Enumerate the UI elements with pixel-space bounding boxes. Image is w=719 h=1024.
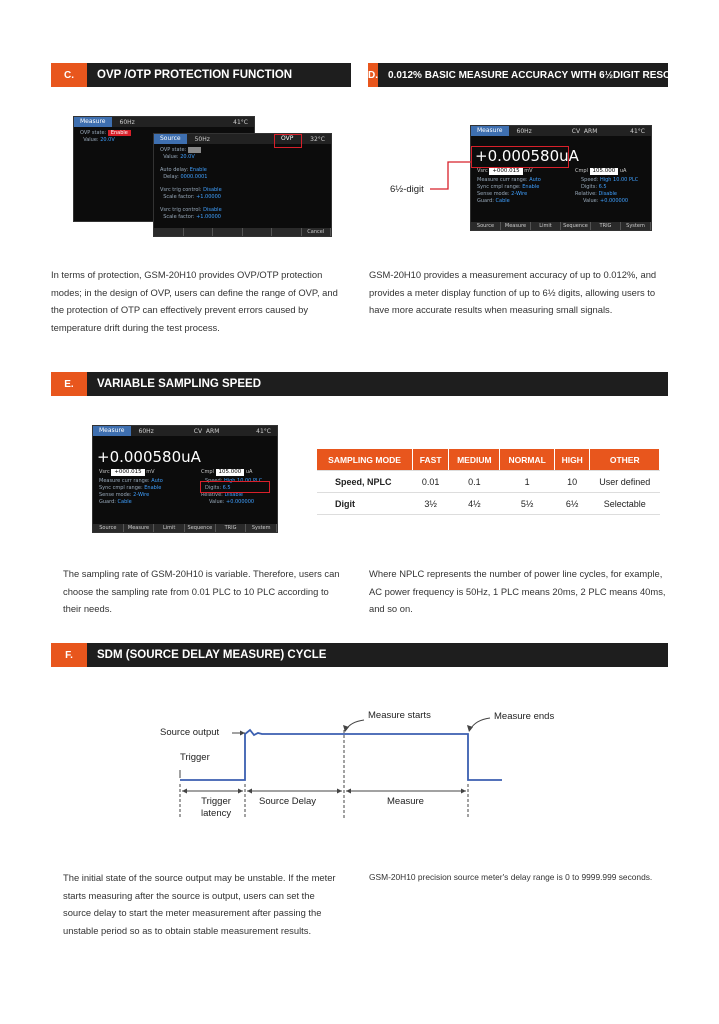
scale-label: Scale factor: [163, 194, 195, 200]
vsrc-trig-label: Vsrc trig control: [160, 187, 202, 193]
section-c-header [51, 63, 351, 87]
table-cell: User defined [590, 471, 660, 493]
plc-value: 10.00 PLC [237, 478, 263, 484]
softkey: Measure [124, 524, 155, 532]
softkey: Limit [154, 524, 185, 532]
digits-label: Digits: [581, 184, 598, 190]
measure-tab: Measure [93, 426, 131, 436]
meas-range-label: Measure curr range: [477, 177, 528, 183]
ovp-value: 20.0V [100, 137, 115, 143]
table-header-cell: NORMAL [500, 449, 554, 471]
sense-label: Sense mode: [477, 191, 510, 197]
source-tab: Source [154, 134, 187, 144]
sync-value: Enable [144, 485, 162, 491]
meas-range-value: Auto [151, 478, 163, 484]
cv: CV [571, 127, 581, 135]
source-output-signal [180, 730, 502, 780]
sync-value: Enable [522, 184, 540, 190]
table-cell: Selectable [590, 493, 660, 515]
trigger-latency-line1: Trigger [201, 796, 231, 807]
softkey: Measure [501, 222, 531, 230]
sense-value: 2-Wire [511, 191, 528, 197]
section-e-title: VARIABLE SAMPLING SPEED [97, 378, 261, 390]
digits-value: 6.5 [598, 184, 607, 190]
section-d-text: GSM-20H10 provides a measurement accuracy of up to 0.012%, and provides a meter display function of up to 6½ digits, allowing users to have more accurate results when measuring small signals. [369, 269, 657, 315]
auto-delay-value: Enable [189, 167, 207, 173]
section-e-letter: E. [51, 372, 87, 396]
section-c-title: OVP /OTP PROTECTION FUNCTION [97, 69, 293, 81]
section-f-letter: F. [51, 643, 87, 667]
softkey: TRIG [591, 222, 621, 230]
table-cell: 4½ [449, 493, 500, 515]
softkey-bar [93, 524, 277, 532]
softkey: Sequence [185, 524, 216, 532]
table-cell: 6½ [554, 493, 590, 515]
section-d-letter: D. [368, 63, 378, 87]
table-header-cell: SAMPLING MODE [317, 449, 413, 471]
ovp-state-value: Enable [108, 130, 131, 136]
section-f-text-right: GSM-20H10 precision source meter's delay range is 0 to 9999.999 seconds. [369, 872, 653, 882]
softkey: TRIG [216, 524, 247, 532]
sync-label: Sync cmpl range: [99, 485, 143, 491]
reading-display: +0.000580uA [475, 147, 579, 165]
table-header-cell: OTHER [590, 449, 660, 471]
sampling-table [317, 449, 660, 515]
measure-label: Measure [387, 796, 424, 807]
ovp-value-label: Value: [83, 137, 99, 143]
softkey: Source [471, 222, 501, 230]
table-cell: 10 [554, 471, 590, 493]
table-row [317, 471, 660, 493]
digit-callout-arrow [428, 158, 478, 198]
temp: 41°C [233, 118, 248, 126]
temp: 41°C [256, 427, 271, 435]
freq: 60Hz [138, 427, 154, 435]
rvalue: +0.000000 [226, 499, 255, 505]
cancel-softkey: Cancel [302, 228, 332, 236]
vsrc-trig-value: Disable [203, 207, 222, 213]
vsrc-value: +000.015 [111, 469, 144, 476]
sense-label: Sense mode: [99, 492, 132, 498]
ovp-state-label: OVP state: [80, 130, 107, 136]
guard-label: Guard: [99, 499, 116, 505]
guard-value: Cable [495, 198, 510, 204]
relative-label: Relative: [575, 191, 597, 197]
cmpl-label: Cmpl [575, 168, 588, 174]
delay-label: Delay: [163, 174, 179, 180]
screenshot-source-settings [153, 133, 332, 237]
table-cell: 1 [500, 471, 554, 493]
speed-label: Speed: [205, 478, 223, 484]
guard-label: Guard: [477, 198, 494, 204]
cmpl-label: Cmpl [201, 469, 214, 475]
digits-value: 6.5 [222, 485, 231, 491]
screenshot-measure-reading [470, 125, 652, 231]
softkey: System [621, 222, 651, 230]
softkey: System [246, 524, 277, 532]
section-e-text-left: The sampling rate of GSM-20H10 is variable. Therefore, users can choose the sampling rate from 0.01 PLC to 10 PLC according to their needs. [63, 568, 340, 614]
section-f-text-left: The initial state of the source output may be unstable. If the meter starts measuring after the source is output, users can set the source delay to start the meter measurement after passing the unstable period so as to obtain stable measurement results. [63, 872, 336, 936]
auto-delay-label: Auto delay: [160, 167, 189, 173]
rvalue-label: Value: [583, 198, 599, 204]
section-f-header [51, 643, 668, 667]
plc-value: 10.00 PLC [613, 177, 639, 183]
rvalue: +0.000000 [600, 198, 629, 204]
scale-value: +1.00000 [196, 194, 221, 200]
rvalue-label: Value: [209, 499, 225, 505]
measure-starts-label: Measure starts [368, 710, 431, 721]
vsrc-value: +000.015 [489, 168, 522, 175]
cmpl-value: 105.000 [590, 168, 619, 175]
relative-value: Disable [224, 492, 244, 498]
vsrc-trig-value: Disable [203, 187, 222, 193]
digits-label: Digits: [205, 485, 222, 491]
measure-tab: Measure [471, 126, 509, 136]
ovp-value: 20.0V [180, 154, 195, 160]
softkey-bar [471, 222, 651, 230]
delay-value: 0000.0001 [180, 174, 208, 180]
vsrc-trig-label: Vsrc trig control: [160, 207, 202, 213]
relative-value: Disable [598, 191, 618, 197]
section-e-header [51, 372, 668, 396]
temp: 32°C [310, 135, 325, 143]
table-header-cell: FAST [413, 449, 449, 471]
trigger-latency-label [201, 796, 231, 820]
section-c-letter: C. [51, 63, 87, 87]
table-row [317, 493, 660, 515]
sense-value: 2-Wire [133, 492, 150, 498]
scale-label: Scale factor: [163, 214, 195, 220]
vsrc-unit: mV [524, 168, 533, 174]
vsrc-label: Vsrc [477, 168, 488, 174]
section-c-text: In terms of protection, GSM-20H10 provides OVP/OTP protection modes; in the design of OVP, users can define the range of OVP, and the protection of OTP can effectively prevent errors caused by temperature drift during the test process. [51, 269, 338, 333]
cv: CV [193, 427, 203, 435]
arm: ARM [583, 127, 598, 135]
reading-display: +0.000580uA [97, 448, 201, 466]
speed-highlight-box [200, 481, 270, 493]
arm: ARM [205, 427, 220, 435]
cmpl-value: 105.000 [216, 469, 245, 476]
source-delay-label: Source Delay [259, 796, 317, 807]
speed-value: High [223, 478, 236, 484]
freq: 50Hz [194, 135, 210, 143]
ovp-state-label: OVP state: [160, 147, 187, 153]
trigger-label: Trigger [180, 752, 210, 763]
section-f-title: SDM (SOURCE DELAY MEASURE) CYCLE [97, 649, 327, 661]
table-header-row [317, 449, 660, 471]
speed-label: Speed: [581, 177, 599, 183]
table-header-cell: HIGH [554, 449, 590, 471]
guard-value: Cable [117, 499, 132, 505]
cmpl-unit: uA [245, 469, 253, 475]
table-header-cell: MEDIUM [449, 449, 500, 471]
meas-range-label: Measure curr range: [99, 478, 150, 484]
trigger-latency-line2: latency [201, 808, 232, 819]
table-cell: Speed, NPLC [317, 471, 413, 493]
ovp-value-label: Value: [163, 154, 179, 160]
temp: 41°C [630, 127, 645, 135]
relative-label: Relative: [201, 492, 223, 498]
source-output-label: Source output [160, 727, 220, 738]
vsrc-unit: mV [146, 469, 155, 475]
measure-tab: Measure [74, 117, 112, 127]
softkey: Limit [531, 222, 561, 230]
vsrc-label: Vsrc [99, 469, 110, 475]
ovp-highlight-label: OVP [281, 135, 294, 142]
table-cell: Digit [317, 493, 413, 515]
reading-highlight-box [471, 146, 569, 168]
measure-ends-label: Measure ends [494, 711, 555, 722]
softkey: Source [93, 524, 124, 532]
section-d-title: 0.012% BASIC MEASURE ACCURACY WITH 6½DIGIT RESOLUTION [388, 69, 709, 81]
meas-range-value: Auto [529, 177, 541, 183]
screenshot-sampling-speed [92, 425, 278, 533]
sync-label: Sync cmpl range: [477, 184, 521, 190]
digit-callout-label: 6½-digit [390, 184, 424, 195]
section-e-text-right: Where NPLC represents the number of power line cycles, for example, AC power frequency is 50Hz, 1 PLC means 20ms, 2 PLC means 40ms, and so on. [369, 568, 666, 614]
softkey: Sequence [561, 222, 591, 230]
freq: 60Hz [119, 118, 135, 126]
freq: 60Hz [516, 127, 532, 135]
table-cell: 3½ [413, 493, 449, 515]
table-cell: 0.1 [449, 471, 500, 493]
table-cell: 5½ [500, 493, 554, 515]
scale-value: +1.00000 [196, 214, 221, 220]
speed-value: High [599, 177, 612, 183]
section-d-header [368, 63, 709, 87]
table-cell: 0.01 [413, 471, 449, 493]
cmpl-unit: uA [619, 168, 627, 174]
